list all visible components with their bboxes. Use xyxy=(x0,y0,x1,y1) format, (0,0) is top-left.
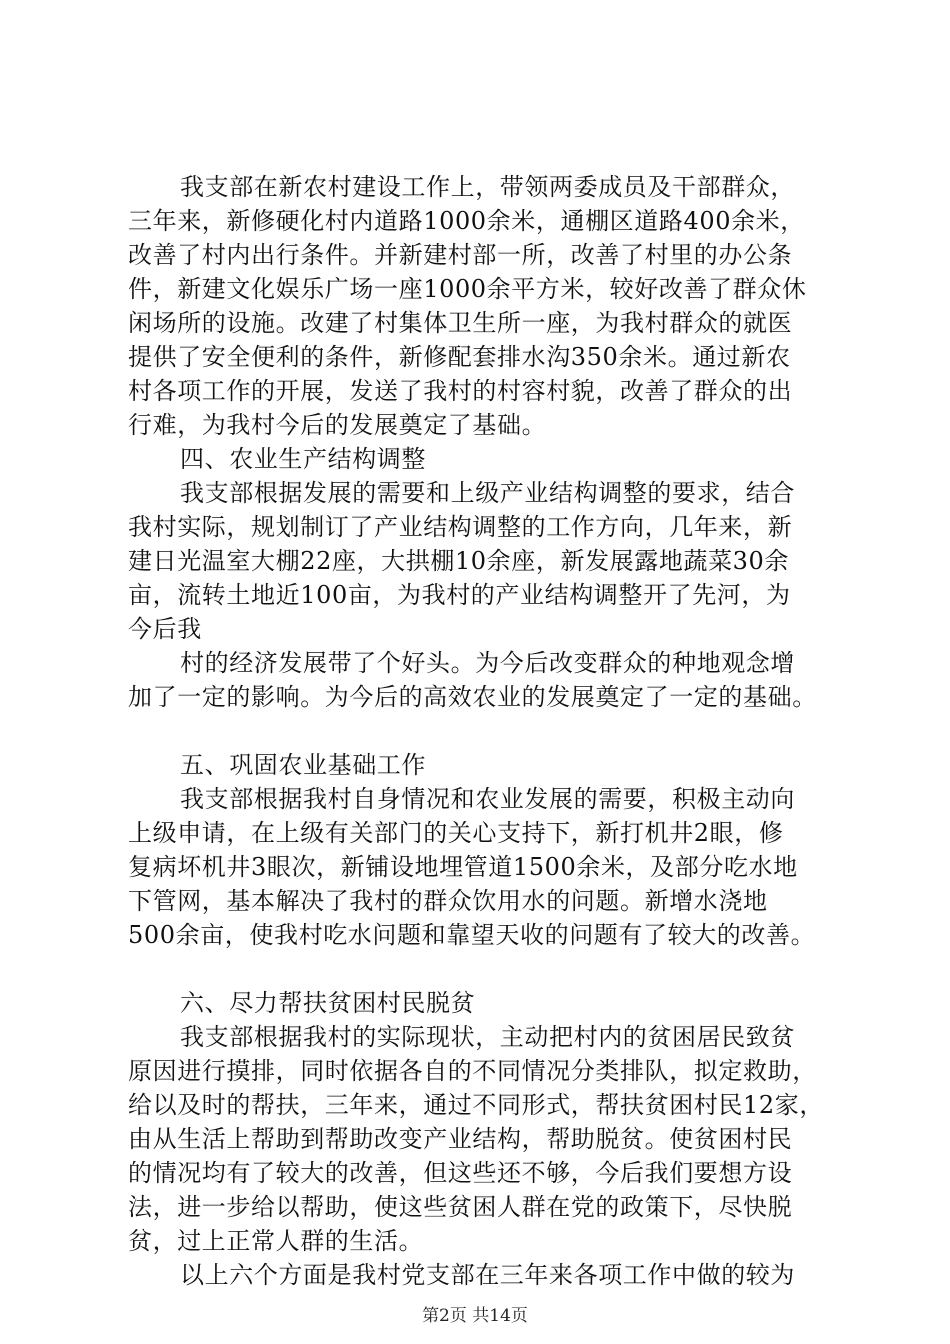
paragraph-line: 村的经济发展带了个好头。为今后改变群众的种地观念增 xyxy=(180,649,795,677)
paragraph-line: 给以及时的帮扶，三年来，通过不同形式，帮扶贫困村民12家， xyxy=(128,1091,824,1119)
paragraph-line: 加了一定的影响。为今后的高效农业的发展奠定了一定的基础。 xyxy=(128,683,817,711)
paragraph-line: 今后我 xyxy=(128,615,202,643)
paragraph-line: 闲场所的设施。改建了村集体卫生所一座，为我村群众的就医 xyxy=(128,309,793,337)
paragraph-line: 原因进行摸排，同时依据各自的不同情况分类排队，拟定救助， xyxy=(128,1057,817,1085)
paragraph-line: 三年来，新修硬化村内道路1000余米，通棚区道路400余米， xyxy=(128,207,805,235)
paragraph-line: 建日光温室大棚22座，大拱棚10余座，新发展露地蔬菜30余 xyxy=(128,547,790,575)
paragraph-line: 亩，流转土地近100亩，为我村的产业结构调整开了先河，为 xyxy=(128,581,791,609)
paragraph-line: 改善了村内出行条件。并新建村部一所，改善了村里的办公条 xyxy=(128,241,793,269)
paragraph-line: 由从生活上帮助到帮助改变产业结构，帮助脱贫。使贫困村民 xyxy=(128,1125,793,1153)
paragraph-line: 我支部根据我村自身情况和农业发展的需要，积极主动向 xyxy=(180,785,795,813)
paragraph-line: 500余亩，使我村吃水问题和靠望天收的问题有了较大的改善。 xyxy=(128,921,816,949)
paragraph-line: 行难，为我村今后的发展奠定了基础。 xyxy=(128,411,547,439)
paragraph-line: 我支部根据我村的实际现状，主动把村内的贫困居民致贫 xyxy=(180,1023,795,1051)
paragraph-line: 件，新建文化娱乐广场一座1000余平方米，较好改善了群众休 xyxy=(128,275,807,303)
page-number-footer: 第2页 共14页 xyxy=(422,1306,528,1326)
section-heading: 六、尽力帮扶贫困村民脱贫 xyxy=(180,989,476,1017)
paragraph-line: 法，进一步给以帮助，使这些贫困人群在党的政策下，尽快脱 xyxy=(128,1193,793,1221)
paragraph-line: 下管网，基本解决了我村的群众饮用水的问题。新增水浇地 xyxy=(128,887,768,915)
paragraph-line: 以上六个方面是我村党支部在三年来各项工作中做的较为 xyxy=(180,1261,795,1289)
paragraph-line: 村各项工作的开展，发送了我村的村容村貌，改善了群众的出 xyxy=(128,377,793,405)
paragraph-line: 提供了安全便利的条件，新修配套排水沟350余米。通过新农 xyxy=(128,343,791,371)
paragraph-line: 上级申请，在上级有关部门的关心支持下，新打机井2眼，修 xyxy=(128,819,784,847)
paragraph-line: 复病坏机井3眼次，新铺设地埋管道1500余米，及部分吃水地 xyxy=(128,853,798,881)
paragraph-line: 我支部根据发展的需要和上级产业结构调整的要求，结合 xyxy=(180,479,795,507)
section-heading: 五、巩固农业基础工作 xyxy=(180,751,426,779)
paragraph-line: 贫，过上正常人群的生活。 xyxy=(128,1227,424,1255)
paragraph-line: 我支部在新农村建设工作上，带领两委成员及干部群众， xyxy=(180,173,795,201)
paragraph-line: 我村实际，规划制订了产业结构调整的工作方向，几年来，新 xyxy=(128,513,793,541)
paragraph-line: 的情况均有了较大的改善，但这些还不够，今后我们要想方设 xyxy=(128,1159,793,1187)
section-heading: 四、农业生产结构调整 xyxy=(180,445,426,473)
